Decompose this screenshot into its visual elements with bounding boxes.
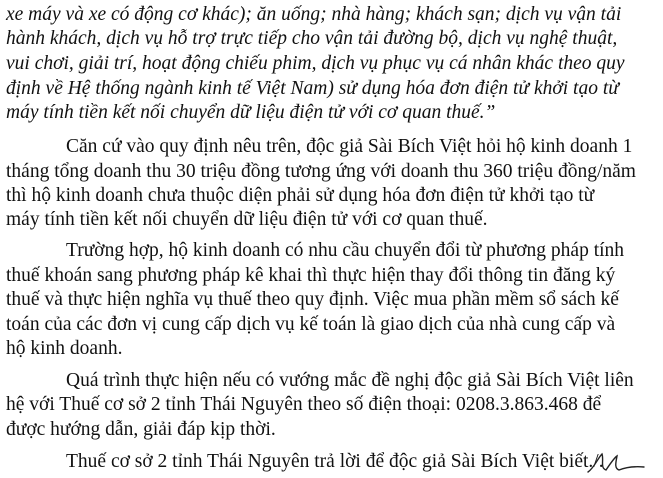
paragraph-line: Trường hợp, hộ kinh doanh có nhu cầu chuyển đổi từ phương pháp tính [66, 240, 625, 261]
paragraph-line: Quá trình thực hiện nếu có vướng mắc đề nghị độc giả Sài Bích Việt liên [66, 370, 634, 391]
paragraph-line: được hướng dẫn, giải đáp kịp thời. [6, 419, 276, 440]
quote-line: định về Hệ thống ngành kinh tế Việt Nam) sử dụng hóa đơn điện tử khởi tạo từ [6, 78, 619, 99]
paragraph-line: máy tính tiền kết nối chuyển dữ liệu điện tử với cơ quan thuế. [6, 209, 488, 230]
paragraph-line: hệ với Thuế cơ sở 2 tỉnh Thái Nguyên theo số điện thoại: 0208.3.863.468 để [6, 394, 602, 415]
paragraph-line: thuế và thực hiện nghĩa vụ thuế theo quy định. Việc mua phần mềm sổ sách kế [6, 289, 619, 310]
paragraph-line: toán của các đơn vị cung cấp dịch vụ kế toán là giao dịch của nhà cung cấp và [6, 314, 616, 335]
quote-line: máy tính tiền kết nối chuyển dữ liệu điện tử với cơ quan thuế.” [6, 102, 496, 123]
closing-line: Thuế cơ sở 2 tỉnh Thái Nguyên trả lời để độc giả Sài Bích Việt biết./. [66, 451, 604, 472]
paragraph-line: thuế khoán sang phương pháp kê khai thì thực hiện thay đổi thông tin đăng ký [6, 265, 616, 286]
quote-line: hành khách, dịch vụ hỗ trợ trực tiếp cho vận tải đường bộ, dịch vụ nghệ thuật, [6, 28, 618, 49]
paragraph-line: tháng tổng doanh thu 30 triệu đồng tương ứng với doanh thu 360 triệu đồng/năm [6, 161, 636, 182]
quote-line: vui chơi, giải trí, hoạt động chiếu phim, dịch vụ phục vụ cá nhân khác theo quy [6, 53, 625, 74]
quote-line: xe máy và xe có động cơ khác); ăn uống; nhà hàng; khách sạn; dịch vụ vận tải [6, 4, 622, 25]
signature-mark [586, 450, 646, 476]
paragraph-line: hộ kinh doanh. [6, 338, 123, 359]
paragraph-line: Căn cứ vào quy định nêu trên, độc giả Sài Bích Việt hỏi hộ kinh doanh 1 [66, 136, 633, 157]
paragraph-line: thì hộ kinh doanh chưa thuộc diện phải sử dụng hóa đơn điện tử khởi tạo từ [6, 185, 595, 206]
